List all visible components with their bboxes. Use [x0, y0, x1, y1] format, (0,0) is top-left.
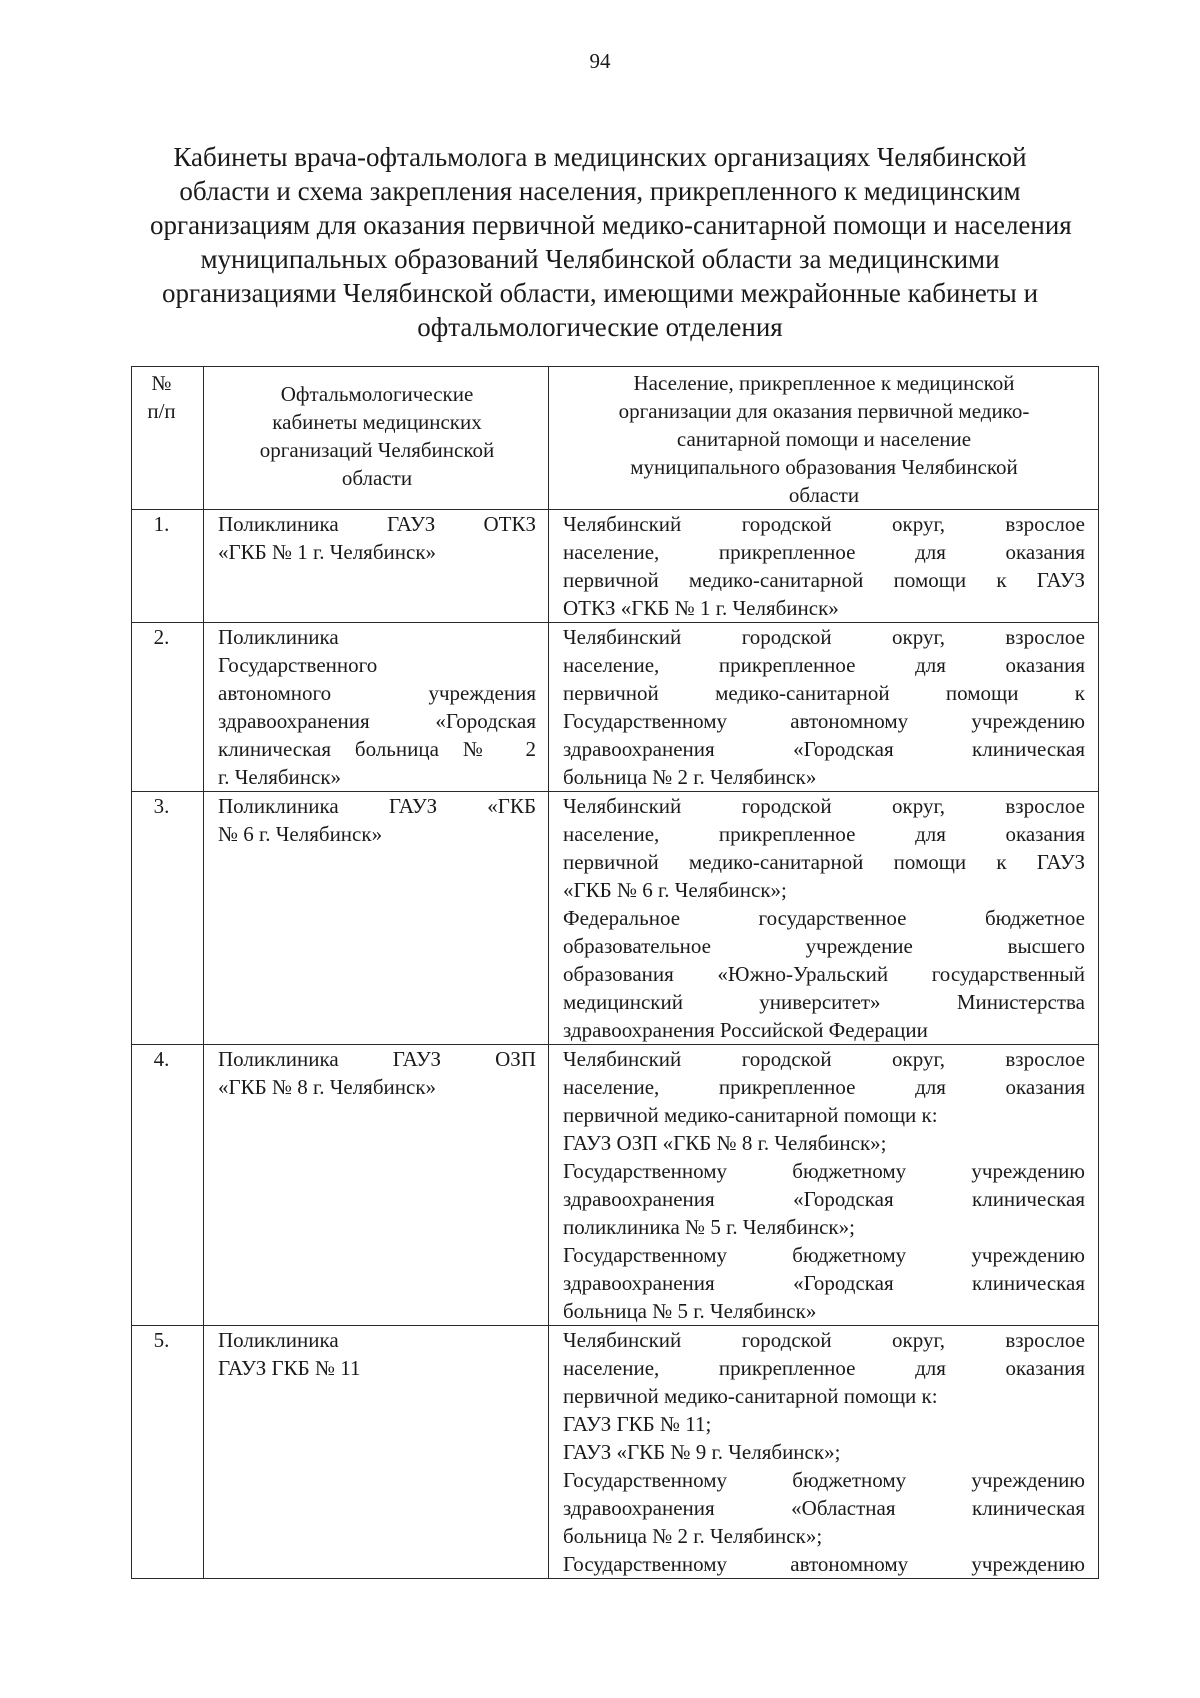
cell-line: население, прикрепленное для оказания	[563, 822, 1085, 846]
organization-cell	[204, 510, 549, 623]
cell-line: население, прикрепленное для оказания	[563, 1075, 1085, 1099]
cell-line: «ГКБ № 8 г. Челябинск»	[218, 1075, 437, 1099]
header-text: Офтальмологические	[280, 382, 474, 406]
cell-line: клиническая больница № 2	[218, 737, 536, 761]
title-line: области и схема закрепления населения, прикрепленного к медицинским	[179, 176, 1021, 206]
header-population	[549, 367, 1099, 510]
cell-line: ГАУЗ ОЗП «ГКБ № 8 г. Челябинск»;	[563, 1131, 887, 1155]
cell-line: здравоохранения «Областная клиническая	[563, 1496, 1085, 1520]
population-cell	[549, 510, 1099, 623]
population-cell	[549, 792, 1099, 1045]
cell-line: Федеральное государственное бюджетное	[563, 906, 1085, 930]
cell-line: первичной медико-санитарной помощи к:	[563, 1103, 938, 1127]
cell-line: ОТКЗ «ГКБ № 1 г. Челябинск»	[563, 596, 839, 620]
cell-line: Государственному бюджетному учреждению	[563, 1243, 1085, 1267]
page-number: 94	[589, 49, 611, 73]
title-line: организациями Челябинской области, имеющими межрайонные кабинеты и	[161, 278, 1039, 308]
header-text: области	[341, 466, 413, 490]
header-text: организаций Челябинской	[259, 438, 495, 462]
cell-line: ГАУЗ «ГКБ № 9 г. Челябинск»;	[563, 1440, 841, 1464]
cell-line: Челябинский городской округ, взрослое	[563, 1328, 1085, 1352]
cell-line: Государственного	[218, 653, 378, 677]
header-text: санитарной помощи и население	[676, 427, 972, 451]
cell-line: Поликлиника	[218, 625, 339, 649]
population-cell	[549, 1326, 1099, 1579]
table-row	[132, 510, 1099, 623]
organization-cell	[204, 792, 549, 1045]
cell-line: Челябинский городской округ, взрослое	[563, 1047, 1085, 1071]
row-number: 2.	[132, 623, 204, 792]
cell-line: ГАУЗ ГКБ № 11;	[563, 1412, 712, 1436]
title-line: муниципальных образований Челябинской области за медицинскими	[200, 244, 1000, 274]
title-line: офтальмологические отделения	[417, 312, 783, 342]
cell-line: больница № 2 г. Челябинск»	[563, 765, 817, 789]
cell-line: «ГКБ № 1 г. Челябинск»	[218, 540, 437, 564]
table-row	[132, 1045, 1099, 1326]
cell-line: Поликлиника ГАУЗ ОТКЗ	[218, 512, 536, 536]
cell-line: автономного учреждения	[218, 681, 536, 705]
title-line: Кабинеты врача-офтальмолога в медицинских организациях Челябинской	[173, 142, 1027, 172]
row-number: 4.	[132, 1045, 204, 1326]
cell-line: Государственному автономному учреждению	[563, 709, 1085, 733]
population-cell	[549, 1045, 1099, 1326]
header-text: Население, прикрепленное к медицинской	[633, 371, 1015, 395]
cell-line: поликлиника № 5 г. Челябинск»;	[563, 1215, 855, 1239]
cell-line: Челябинский городской округ, взрослое	[563, 625, 1085, 649]
population-cell	[549, 623, 1099, 792]
table-row	[132, 623, 1099, 792]
cell-line: Государственному бюджетному учреждению	[563, 1468, 1085, 1492]
organization-cell	[204, 1326, 549, 1579]
organization-cell	[204, 1045, 549, 1326]
table-body	[132, 510, 1099, 1579]
cell-line: Государственному автономному учреждению	[563, 1552, 1085, 1576]
cell-line: больница № 5 г. Челябинск»	[563, 1299, 817, 1323]
cell-line: образовательное учреждение высшего	[563, 934, 1085, 958]
cell-line: здравоохранения «Городская клиническая	[563, 1271, 1085, 1295]
document-title	[150, 140, 1072, 344]
cell-line: Челябинский городской округ, взрослое	[563, 794, 1085, 818]
row-number: 5.	[132, 1326, 204, 1579]
cell-line: г. Челябинск»	[218, 765, 342, 789]
cell-line: медицинский университет» Министерства	[563, 990, 1085, 1014]
ophthalmology-table	[131, 366, 1099, 1579]
title-line: организациям для оказания первичной медико-санитарной помощи и населения	[150, 210, 1072, 240]
cell-line: образования «Южно-Уральский государственный	[563, 962, 1085, 986]
organization-cell	[204, 623, 549, 792]
cell-line: Государственному бюджетному учреждению	[563, 1159, 1085, 1183]
cell-line: больница № 2 г. Челябинск»;	[563, 1524, 823, 1548]
cell-line: первичной медико-санитарной помощи к:	[563, 1384, 938, 1408]
cell-line: Поликлиника ГАУЗ ОЗП	[218, 1047, 536, 1071]
header-organization	[204, 367, 549, 510]
header-number	[132, 367, 204, 510]
header-text: организации для оказания первичной медико-	[618, 399, 1030, 423]
header-text: п/п	[147, 399, 176, 423]
cell-line: первичной медико-санитарной помощи к	[563, 681, 1085, 705]
header-text: муниципального образования Челябинской	[630, 455, 1018, 479]
cell-line: здравоохранения «Городская клиническая	[563, 737, 1085, 761]
cell-line: население, прикрепленное для оказания	[563, 1356, 1085, 1380]
cell-line: «ГКБ № 6 г. Челябинск»;	[563, 878, 787, 902]
header-text: №	[151, 371, 172, 395]
cell-line: Челябинский городской округ, взрослое	[563, 512, 1085, 536]
table-row	[132, 792, 1099, 1045]
cell-line: Поликлиника	[218, 1328, 339, 1352]
row-number: 1.	[132, 510, 204, 623]
row-number: 3.	[132, 792, 204, 1045]
table-row	[132, 1326, 1099, 1579]
cell-line: ГАУЗ ГКБ № 11	[218, 1356, 361, 1380]
cell-line: первичной медико-санитарной помощи к ГАУЗ	[563, 850, 1085, 874]
cell-line: здравоохранения «Городская	[218, 709, 536, 733]
cell-line: население, прикрепленное для оказания	[563, 540, 1085, 564]
cell-line: население, прикрепленное для оказания	[563, 653, 1085, 677]
table-header-row	[132, 367, 1099, 510]
cell-line: первичной медико-санитарной помощи к ГАУЗ	[563, 568, 1085, 592]
cell-line: № 6 г. Челябинск»	[218, 822, 383, 846]
cell-line: здравоохранения «Городская клиническая	[563, 1187, 1085, 1211]
header-text: области	[788, 483, 860, 507]
cell-line: Поликлиника ГАУЗ «ГКБ	[218, 794, 536, 818]
cell-line: здравоохранения Российской Федерации	[563, 1018, 928, 1042]
header-text: кабинеты медицинских	[272, 410, 482, 434]
